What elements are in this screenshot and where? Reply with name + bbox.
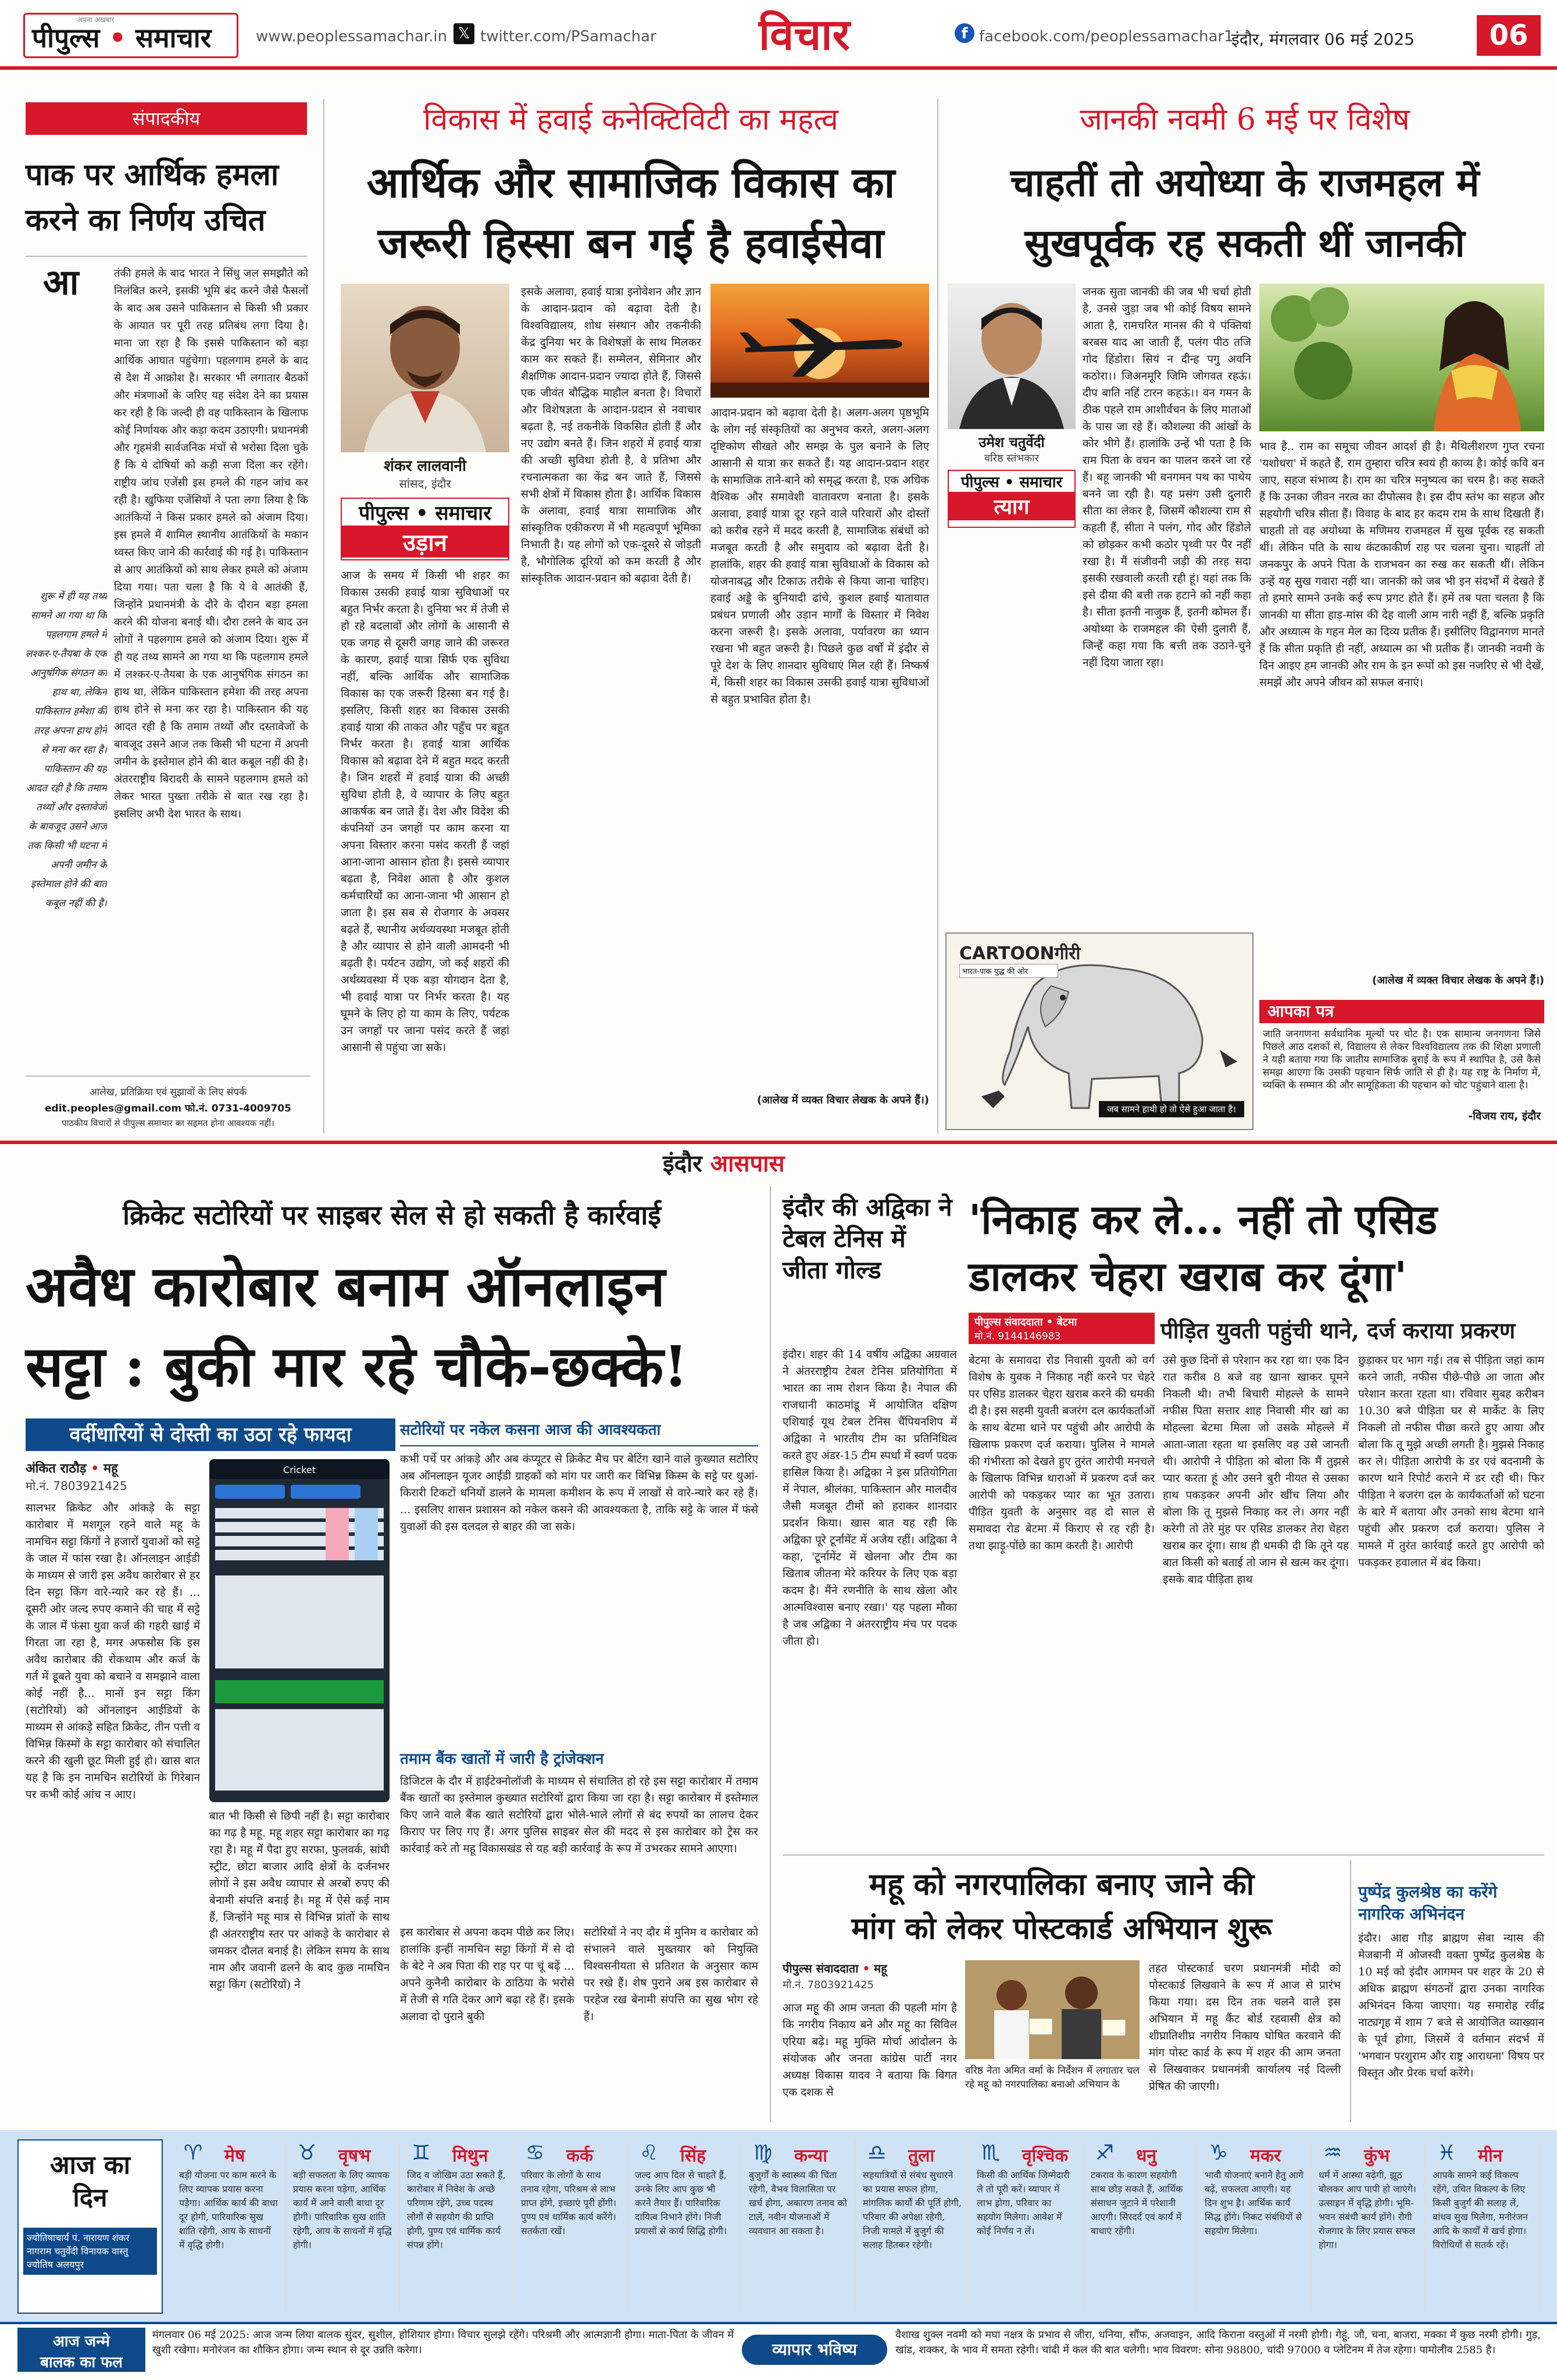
horoscope-sign-9 <box>1084 2139 1198 2314</box>
horoscope-sign-name: कर्क <box>566 2146 594 2166</box>
editorial-body: तंकी हमले के बाद भारत ने सिंधु जल समझौते को निलंबित करने, इसकी भूमि बंद करने जैसे फैसलों के बाद अब उसने पाकिस्तान से किसी भी प्रकार के आयात पर पूरी तरह प्रतिबंध लगा दिया है। माना जा रहा है कि इससे पाकिस्तान को बड़ा आर्थिक आघात पहुंचेगा। पहलगाम हमले के बाद से देश में आक्रोश है। सरकार भी लगातार बैठकों और मंत्रणाओं के जरिए यह संदेश देने का प्रयास कर रही है कि जल्दी ही वह पाकिस्तान के खिलाफ कोई निर्णायक और कड़ा कदम उठाएगी। प्रधानमंत्री और गृहमंत्री सार्वजनिक मंचों से भरोसा दिला चुके हैं कि ये दोषियों को कड़ी सजा दिला कर रहेंगे। राष्ट्रीय जांच एजेंसी इस हमले की गहन जांच कर रही है। खुफिया एजेंसियों ने पता लगा लिया है कि आतंकियों ने किस प्रकार हमले को अंजाम दिया। इस हमले में शामिल स्थानीय आतंकियों के मकान ध्वस्त किए जाने की कार्रवाई की गई है। पाकिस्तान से आए आतंकियों को साथ लेकर हमले को अंजाम दिया गया। पता चला है कि ये वे आतंकी हैं, जिन्होंने प्रधानमंत्री के दौरे के दौरान बड़ा हमला करने की योजना बनाई थी। दौरा टलने के बाद उन लोगों ने पहलगाम हमले को अंजाम दिया। शुरू में ही यह तथ्य सामने आ गया था कि पहलगाम हमले में लश्कर-ए-तैयबा के एक आनुषंगिक संगठन का हाथ था, लेकिन पाकिस्तान हमेशा की तरह अपना हाथ होने से मना कर रहा है। पाकिस्तान की यह आदत रही है कि तमाम तथ्यों और दस्तावेजों के बावजूद उसने आज तक किसी भी घटना में अपनी जमीन के इस्तेमाल होने की बात कबूल नहीं की है। अंतरराष्ट्रीय बिरादरी के सामने पहलगाम हमले को लेकर भारत पुख्ता तरीके से बात रख रहा है। इसलिए अभी देश भारत के साथ। <box>114 267 308 820</box>
story4-col1: आज महू की आम जनता की पहली मांग है कि नगरीय निकाय बने और महू का सिविल एरिया बढ़े। महू मुक्ति मोर्चा आंदोलन के संयोजक और जनता कांग्रेस पार्टी नगर अध्यक्ष विकास यादव ने बताया कि विगत एक दशक से <box>783 2002 957 2099</box>
lion-icon: ♌ <box>640 2141 659 2165</box>
local-section-label <box>663 1146 785 1178</box>
article1-headline-line1: आर्थिक और सामाजिक विकास का <box>366 158 895 207</box>
story5-body: इंदौर। आद्य गौड़ ब्राह्मण सेवा न्यास की मेजबानी में ओजस्वी वक्ता पुष्पेंद्र कुलश्रेष्ठ के 10 मई को इंदौर आगमन पर शहर के 20 से अधिक ब्राह्मण संगठनों द्वारा उनका नागरिक अभिनंदन किया जाएगा। यह समारोह रवींद्र नाट्यगृह में शाम 7 बजे से आयोजित व्याख्यान के पूर्व होगा, जिसमें वे वर्तमान संदर्भ में 'भगवान परशुराम और राष्ट्र आराधना' विषय पर विस्तृत और प्रेरक चर्चा करेंगे। <box>1358 1932 1544 2079</box>
story3-reporter: पीपुल्स संवाददाता • बेटमा <box>974 1316 1077 1328</box>
horoscope-sign-text: आपके सामने कई विकल्प रहेंगे, उचित विकल्प के लिए किसी बुजुर्ग की सलाह लें, बांधव सुख मिलेगा, मनोरंजन आदि के कार्यों में खर्च होगा। विरोधियों से सतर्क रहें। <box>1433 2170 1528 2250</box>
divider <box>26 256 307 257</box>
story1-col2: बात भी किसी से छिपी नहीं है। सट्टा कारोबार का गढ़ है महू. महू शहर सट्टा कारोबार का गढ़ रहा है। महू में पैदा हुए सरफा, फुलवर्क, सांघी स्ट्रीट, छोटा बाजार आदि क्षेत्रों के दर्जनभर लोगों ने इस अवैध व्यापार से अरबों रुपए की बेनामी संपत्ति बनाई है। महू में ऐसे कई नाम हैं, जिन्होंने महू मात्र से विभिन्न प्रांतों के साथ ही अंतरराष्ट्रीय स्तर पर आंकड़े के कारोबार से जमकर दौलत बनाई है। लेकिन समय के साथ नाम और जवानी ढलने के बाद कुछ नामचिन सट्टा किंग (सटोरियों) ने <box>209 1810 390 1991</box>
logo-tagline: अपना अख़बार <box>77 16 115 24</box>
story1-headline-line2: सट्टा : बुकी मार रहे चौके-छक्के! <box>26 1334 688 1399</box>
logo-word-1: पीपुल्स <box>32 22 100 53</box>
story1-col4: सटोरियों ने नए दौर में मुनिम व कारोबार को संभालने वाले मुख्तयार को नियुक्ति विश्वसनीयता से प्रतिशत के अनुसार काम पर रखे हैं। शेष पुराने अब इस कारोबार से परहेज रख बेनामी संपत्ति का सुख भोग रहे हैं। <box>584 1926 758 2023</box>
local-label-suffix: आसपास <box>710 1150 785 1177</box>
svg-text:Cricket: Cricket <box>283 1464 316 1475</box>
horoscope-sign-name: तुला <box>908 2146 935 2166</box>
sita-figure-icon <box>1259 284 1544 431</box>
person-portrait-icon <box>341 284 509 452</box>
story1-reporter-separator: • <box>91 1461 99 1476</box>
story1-box-title: सटोरियों पर नकेल कसना आज की आवश्यकता <box>400 1418 758 1446</box>
story3-subhead: पीड़ित युवती पहुंची थाने, दर्ज कराया प्रकरण <box>1160 1317 1516 1343</box>
brand-stamp-word-2: समाचार <box>1019 474 1063 491</box>
airplane-icon <box>710 284 929 398</box>
goat-icon: ♑ <box>1209 2141 1229 2165</box>
story1-reporter-name: अंकित राठौड़ <box>26 1461 87 1476</box>
article1-col3: आदान-प्रदान को बढ़ावा देती है। अलग-अलग पृष्ठभूमि के लोग नई संस्कृतियों का अनुभव करते, अलग-अलग दृष्टिकोण सीखते और समझ के पुल बनाने के लिए आसानी से यात्रा कर सकते हैं। यह आदान-प्रदान शहर के सामाजिक ताने-बाने को समृद्ध करता है, एक अधिक वैश्विक और समावेशी वातावरण बनाता है। इसके अलावा, हवाई यात्रा दूर रहने वाले परिवारों और दोस्तों को करीब रहने में मदद करती है, सामाजिक संबंधों को मजबूत करती है और समुदाय को बढ़ावा देती है। हालांकि, शहर की हवाई यात्रा सुविधाओं के विकास को योजनाबद्ध और टिकाऊ तरीके से किया जाना चाहिए। हवाई अड्डे के बुनियादी ढांचे, कुशल हवाई यातायात प्रबंधन प्रणाली और उड़ान मार्गों के विस्तार में निवेश करना जरूरी है। इसके अलावा, पर्यावरण का ध्यान रखना भी बहुत जरूरी है। पिछले कुछ वर्षों में इंदौर से पूरे देश के लिए शानदार सुविधाएं मिल रही हैं। निष्कर्ष में, किसी शहर का विकास उसकी हवाई यात्रा सुविधाओं से बहुत प्रभावित होता है। <box>710 406 929 706</box>
author-photo <box>948 284 1076 429</box>
column-rule <box>770 1186 771 2122</box>
horoscope-sign-name: कन्या <box>794 2146 828 2166</box>
horoscope-title-box <box>17 2139 163 2314</box>
article1-col1-continued: आज के समय में किसी भी शहर का विकास उसकी हवाई यात्रा सुविधाओं पर बहुत निर्भर करता है। दुनिया भर में तेजी से हो रहे बदलावों और लोगों के आसानी से एक जगह से दूसरी जगह जाने की जरूरत के कारण, हवाई यात्रा सिर्फ एक सुविधा नहीं, बल्कि आर्थिक और सामाजिक विकास का एक जरूरी हिस्सा बन गई है। इसलिए, किसी शहर का विकास उसकी हवाई यात्रा की ताकत और पहुँच पर बहुत निर्भर करता है। हवाई यात्रा आर्थिक विकास को बढ़ावा देने में बहुत मदद करती है। जिन शहरों में हवाई यात्रा की अच्छी सुविधा होती है, वे व्यापार के लिए बहुत आकर्षक बन जाते हैं। देश और विदेश की कंपनियों उन जगहों पर काम करना या अपना विस्तार करना पसंद करती हैं जहां आना-जाना आसान होता है। इससे व्यापार बढ़ता है, निवेश आता है और कुशल कर्मचारियों का आना-जाना भी आसान हो जाता है। इस सब से रोजगार के अवसर बढ़ते हैं, स्थानीय अर्थव्यवस्था मजबूत होती है और व्यापार से होने वाली आमदनी भी बढ़ती है। पर्यटन उद्योग, जो कई शहरों की अर्थव्यवस्था में एक बड़ा योगदान देता है, भी हवाई यात्रा पर निर्भर करता है। यह घूमने के लिए हो या काम के लिए, पर्यटक उन जगहों पर जाना पसंद करते हैं जहां आसानी से पहुंचा जा सके। <box>341 569 509 1054</box>
horoscope-sign-name: कुंभ <box>1364 2146 1390 2166</box>
horoscope-sign-11 <box>1312 2139 1426 2314</box>
editorial-email[interactable]: edit.peoples@gmail.com फो.नं. 0731-4009705 <box>45 1103 291 1114</box>
birthday-text: मंगलवार 06 मई 2025: आज जन्म लिया बालक सुंदर, सुशील, होशियार होगा। विचार सुलझे रहेंगे। परिश्रमी और आत्मज्ञानी होगा। माता-पिता के जीवन में खुशी रखेगा। मनोरंजन का शौकिन होगा। जन्म स्थान से दूर उन्नति करेगा। <box>152 2329 734 2356</box>
logo-dot: • <box>99 22 136 53</box>
story4-headline-line1: महू को नगरपालिका बनाए जाने की <box>869 1867 1255 1902</box>
brand-stamp-udaan: पीपुल्स • समाचार उड़ान <box>341 498 509 560</box>
story1-reporter-phone: मो.नं. 7803921425 <box>26 1479 127 1493</box>
fish-icon: ♓ <box>1437 2141 1456 2165</box>
article1-kicker: विकास में हवाई कनेक्टिविटी का महत्व <box>423 102 838 137</box>
horoscope-sign-5 <box>628 2139 742 2314</box>
story1-box2-body: डिजिटल के दौर में हाईटेक्नोलॉजी के माध्यम से संचालित हो रहे इस सट्टा कारोबार में तमाम बैंक खातों का इस्तेमाल कुख्यात सटोरियों द्वारा किया जा रहा है। सट्टा कारोबार में इस्तेमाल किए जाने वाले बैंक खाते सटोरियों द्वारा भोले-भाले लोगों से बंद रुपयों का लालच देकर किराए पर लिए गए हैं। अगर पुलिस साइबर सेल की मदद से इस कारोबार को ट्रेस कर कार्रवाई करे तो महू विकासखंड से यह बड़ी कार्रवाई के रूप में उभरकर सामने आएगा। <box>400 1775 758 1855</box>
cartoon-panel <box>945 932 1254 1130</box>
horoscope-sign-6 <box>742 2139 856 2314</box>
horoscope-sign-1 <box>172 2139 286 2314</box>
horoscope-sign-name: वृषभ <box>338 2146 371 2166</box>
horoscope-sign-text: बुजुर्गों के स्वास्थ्य की चिंता रहेगी, वैभव विलासिता पर खर्च होगा, अकारण तनाव को टालें, नवीन योजनाओं में व्यवधान आ सकता है। <box>749 2170 847 2236</box>
person-portrait-icon <box>948 284 1076 429</box>
birthday-label-line2: बालक का फल <box>40 2354 123 2371</box>
horoscope-title-line1: आज का <box>49 2150 131 2180</box>
horoscope-sign-8 <box>970 2139 1084 2314</box>
letters-body: जाति जनगणना सर्वधानिक मूल्यों पर चोट है। एक सामान्य जनगणना जिसे पिछले आठ दशकों से, विद्यालय से लेकर विश्वविद्यालय तक की शिक्षा प्रणाली ने यही बताया गया कि जातीय सामाजिक बुराई के रूप में स्थापित है, उसे कैसे समझ आएगा कि उसकी पहचान सिर्फ जाति से ही है। यह राष्ट्र के निर्माण में, व्यक्ति के सम्मान की और सामूहिकता की पहचान को चोट पहुंचाने वाला है। <box>1263 1028 1541 1091</box>
editorial-label: संपादकीय <box>26 102 307 135</box>
sita-painting <box>1259 284 1544 431</box>
virgin-icon: ♍ <box>753 2141 773 2165</box>
story3-reporter-name: पीपुल्स संवाददाता <box>974 1316 1043 1328</box>
scales-icon: ♎ <box>867 2141 887 2165</box>
horoscope-sign-text: किसी की आर्थिक जिम्मेदारी ले तो पूरी करें। व्यापार में लाभ होगा, परिवार का सहयोग मिलेगा। आवेश में कोई निर्णय न लें। <box>977 2170 1070 2236</box>
horoscope-sign-4 <box>514 2139 628 2314</box>
story4-reporter <box>783 1960 887 1976</box>
twitter-link[interactable]: twitter.com/PSamachar <box>480 28 656 45</box>
market-label: व्यापार भविष्य <box>742 2335 887 2365</box>
horoscope-sign-12 <box>1426 2139 1540 2314</box>
story1-subhead: वर्दीधारियों से दोस्ती का उठा रहे फायदा <box>26 1418 395 1451</box>
editorial-disclaimer: पाठकीय विचारों से पीपुल्स समाचार का सहमत होना आवश्यक नहीं। <box>62 1118 274 1128</box>
horoscope-sign-7 <box>856 2139 970 2314</box>
betting-app-screenshot <box>209 1459 390 1802</box>
cartoon-title: CARTOONगीरी <box>959 944 1081 964</box>
birthday-label-line1: आज जन्मे <box>52 2333 110 2350</box>
article1-col2: इसके अलावा, हवाई यात्रा इनोवेशन और ज्ञान के आदान-प्रदान को बढ़ावा देती है। विश्वविद्यालय, शोध संस्थान और तकनीकी केंद्र दुनिया भर के विशेषज्ञों के साथ मिलकर काम कर सकते हैं। सम्मेलन, सेमिनार और शैक्षणिक आदान-प्रदान ज्यादा होते हैं, जिससे एक जीवंत बौद्धिक माहौल बनता है। विचारों और विशेषज्ञता के आदान-प्रदान से नवाचार बढ़ता है, नई तकनीकें विकसित होती हैं और नए उद्योग बनते हैं। जिन शहरों में हवाई यात्रा की अच्छी सुविधा होती है, वे प्रतिभा और रचनात्मकता का केंद्र बन जाते हैं, जिससे सभी क्षेत्रों में विकास होता है। आर्थिक विकास के अलावा, हवाई यात्रा सामाजिक और सांस्कृतिक एकीकरण में भी महत्वपूर्ण भूमिका निभाती है। यह लोगों को एक-दूसरे से जोड़ती है, भौगोलिक दूरियों को कम करती है और सांस्कृतिक आदान-प्रदान को बढ़ावा देती है। <box>521 285 701 585</box>
column-rule <box>1350 1860 1351 2122</box>
article1-author-role: सांसद, इंदौर <box>399 477 451 491</box>
story1-col3: इस कारोबार से अपना कदम पीछे कर लिए। हालांकि इन्हीं नामचिन सट्टा किंगों में से दो के बेटे ने अब पिता की राह पर पा चूं बढ़ें ... अपने कुनैनी कारोबार के ठाठिया के भरोसे में तेजी से गति देकर आगे बढ़ा रहे हैं। इसके अलावा दो पुराने बुकी <box>400 1926 574 2023</box>
horoscope-sign-10 <box>1198 2139 1312 2314</box>
horoscope-sign-text: सहयात्रियों से संबंध सुधारने का प्रयास सफल होगा, मांगलिक कार्यों की पूर्ति होगी, परिवार की अपेक्षा रहेगी, निजी मामले में बुजुर्ग की सलाह हितकर रहेगी। <box>863 2170 962 2250</box>
editorial-headline: पाक पर आर्थिक हमला करने का निर्णय उचित <box>26 157 279 238</box>
article2-kicker: जानकी नवमी 6 मई पर विशेष <box>1080 102 1410 137</box>
twins-icon: ♊ <box>412 2141 431 2165</box>
story3-col1: बेटमा के समावदा रोड निवासी युवती को वर्ग विशेष के युवक ने निकाह नहीं करने पर चेहरे पर एसिड डालकर चेहरा खराब करने की धमकी दी है। इस सहमी युवती बजरंग दल कार्यकर्ताओं के साथ बेटमा थाने पर पहुंची और आरोपी के खिलाफ प्रकरण दर्ज कराया। पुलिस ने मामले की गंभीरता को देखते हुए तुरंत आरोपी मनचले के खिलाफ विभिन्न धाराओं में प्रकरण दर्ज कर आरोपी को पकड़कर प्यार का भूत उतारा। पीड़ित युवती के अनुसार वह दो साल से समावदा रोड बेटमा में किराए से रह रही है। तथा झाड़ू-पोंछे का काम करती है। आरोपी <box>969 1354 1155 1552</box>
story5-headline-line2: नागरिक अभिनंदन <box>1358 1904 1465 1924</box>
story4-reporter-phone: मो.नं. 7803921425 <box>783 1979 874 1991</box>
horoscope-sign-text: बड़ी सफलता के लिए व्यापक प्रयास करना पड़ेगा, आर्थिक कार्य में आने वाली बाधा दूर होगी। पारिवारिक सुख शांति रहेगी, आय के साधनों में वृद्धि होगी। <box>293 2170 392 2250</box>
editorial-contact-line: आलेख, प्रतिक्रिया एवं सुझावों के लिए संपर्क <box>89 1087 247 1098</box>
x-icon: 𝕏 <box>453 23 474 44</box>
airplane-sunset-photo <box>710 284 929 398</box>
pot-icon: ♒ <box>1323 2141 1342 2165</box>
story2-headline: इंदौर की अद्विका ने टेबल टेनिस में जीता गोल्ड <box>783 1193 952 1284</box>
bull-icon: ♉ <box>298 2141 317 2165</box>
horoscope-sign-name: धनु <box>1136 2146 1157 2166</box>
story5-headline-line1: पुष्पेंद्र कुलश्रेष्ठ का करेंगे <box>1358 1882 1498 1902</box>
article2-author-name: उमेश चतुर्वेदी <box>979 434 1045 451</box>
logo-word-2: समाचार <box>135 22 212 53</box>
story3-col3: छुड़ाकर घर भाग गई। तब से पीड़िता जहां काम करने जाती, नफीस पीछे-पीछे आ जाता और परेशान करता रहता था। रविवार सुबह करीबन 10.30 बजे पीड़िता घर से मार्केट के लिए निकली तो नफीस पीछा करते हुए आया और बोला कि तू मुझे अच्छी लगती है। मुझसे निकाह कर ले। पीड़िता आरोपी के डर एवं बदनामी के कारण थाने रिपोर्ट कराने में डर रही थी। फिर पीड़िता ने बजरंग दल के कार्यकर्ताओं को घटना के बारे में बताया और उनको साथ बेटमा थाने पहुंची और प्रकरण दर्ज कराया। पुलिस ने मामले में तुरंत कार्रवाई करते हुए आरोपी को पकड़कर हवालात में बंद किया। <box>1358 1354 1544 1569</box>
article2-headline-line1: चाहतीं तो अयोध्या के राजमहल में <box>1010 160 1480 205</box>
brand-stamp-tyag: पीपुल्स • समाचार त्याग <box>948 470 1076 528</box>
story1-headline-line1: अवैध कारोबार बनाम ऑनलाइन <box>26 1253 665 1319</box>
story3-reporter-place: बेटमा <box>1056 1316 1077 1328</box>
article2-col2: भाव है.. राम का समूचा जीवन आदर्श ही है। मैथिलीशरण गुप्त रचना 'यशोधरा' में कहते हैं, राम तुम्हारा चरित्र स्वयं ही काव्य है। कोई कवि बन जाए, सहज संभाव्य है। राम का चरित्र मनुष्यत्व का चरम है। कह सकते हैं कि उनका जीवन नरत्व का दीपोत्सव है। इस दीप स्तंभ का सहज और सहयोगी चरित्र सीता हैं। विवाह के बाद हर कदम राम के साथ दिखती हैं। चाहती तो वह अयोध्या के मणिमय राजमहल में सुख पूर्वक रह सकती थीं। लेकिन पति के साथ कंटकाकीर्ण राह पर चलना चुना। चाहतीं तो जनकपुर के अपने पिता के राजभवन का रुख कर सकती थीं। लेकिन उन्हें यह सुख गवारा नहीं था। जानकी को जब भी इन संदर्भों में देखते हैं तो हमारे सामने उनके कई रूप प्रगट होते हैं। हमें तब पता चलता है कि जानकी या सीता हाड़-मांस की देह वाली आम नारी नहीं हैं, बल्कि प्रकृति और अध्यात्म के गहन मेल का दिव्य प्रतीक हैं। इसीलिए विद्वानगण मानते हैं कि सीता प्रकृति ही नहीं, अध्यात्म का भी प्रतीक हैं। जानकी नवमी के दिन आइए हम जानकी और राम के इन रूपों को इस नजरिए से भी देखें, समझें और अपने जीवन को सफल बनाएं। <box>1259 440 1544 689</box>
horoscope-sign-name: मिथुन <box>452 2146 488 2166</box>
author-photo <box>341 284 509 452</box>
story4-col2: तहत पोस्टकार्ड चरण प्रधानमंत्री मोदी को पोस्टकार्ड लिखवाने के रूप में आज से प्रारंभ किया गया। दस दिन तक चलने वाले इस अभियान में महू कैंट बोर्ड रहवासी क्षेत्र को शीघ्रातिशीघ्र नगरीय निकाय घोषित करवाने की मांग पोस्ट कार्ड के रूप में शहर की आम जनता से लिखवाकर प्रधानमंत्री कार्यालय नई दिल्ली प्रेषित की जाएगी। <box>1149 1962 1341 2093</box>
page-number: 06 <box>1477 15 1541 56</box>
column-rule <box>323 99 324 1134</box>
brand-stamp-word-2: समाचार <box>435 502 491 525</box>
newspaper-logo[interactable] <box>23 13 238 58</box>
horoscope-sign-name: सिंह <box>680 2146 706 2166</box>
article2-headline-line2: सुखपूर्वक रह सकती थीं जानकी <box>1024 220 1465 266</box>
horoscope-sign-3 <box>400 2139 514 2314</box>
market-text: वैशाख शुक्ल नवमी को मघा नक्षत्र के प्रभाव से जीरा, धनिया, सौंफ, अजवाइन, आदि किराना वस्तुओं में नरमी होगी। गेहूं, जौ, चना, बाजरा, मक्का में कुछ नरमी होगी। गुड़, खांड, शक्कर, के भाव में समता रहेगी। चांदी में कल की बात चलेगी। भाव विवरण: सोना 98800, चांदी 97000 व प्लेटिनम में तेज रहेगा। पामोलीव 2585 है। <box>895 2329 1541 2356</box>
archer-icon: ♐ <box>1095 2141 1115 2165</box>
brand-stamp-tag: उड़ान <box>342 526 508 558</box>
brand-stamp-word-1: पीपुल्स <box>359 502 409 525</box>
facebook-link[interactable]: facebook.com/peoplessamachar1 <box>979 28 1234 45</box>
horoscope-sign-text: जिद व जोखिम उठा सकते हैं, कारोबार में निवेश के अच्छे परिणाम रहेंगे, उच्च पदस्थ लोगों से सहयोग की प्राप्ति होगी, पुण्य एवं धार्मिक कार्य संपन्न होंगे। <box>407 2170 506 2250</box>
story4-photo-caption: वरिष्ठ नेता अमित वर्मा के निर्देशन में लगातार चल रहे महू को नगरपालिका बनाओ अभियान के <box>965 2065 1140 2090</box>
story1-reporter-place: महू <box>103 1461 118 1476</box>
story3-reporter-phone: मो.नं. 9144146983 <box>974 1331 1061 1342</box>
article2-signoff: (आलेख में व्यक्त विचार लेखक के अपने हैं।) <box>1372 974 1544 987</box>
column-rule <box>937 99 938 1134</box>
horoscope-sign-text: बड़ी योजना पर काम करने के लिए व्यापक प्रयास करना पड़ेगा। आर्थिक कार्य की बाधा दूर होगी, पारिवारिक सुख शांति रहेगी, आय के साधनों में वृद्धि होगी। <box>179 2170 278 2250</box>
story1-col1: सालभर क्रिकेट और आंकड़े के सट्टा कारोबार में मशगूल रहने वाले महू के नामचिन सट्टा किंगों ने हजारों युवाओं को सट्टे के जाल में फांस रखा है। ऑनलाइन आईडी के माध्यम से जारी इस अवैध कारोबार से हर दिन सट्टा किंग वारे-न्यारे कर रहे हैं। ... दूसरी ओर जल्द रुपए कमाने की चाह में सट्टे के जाल में फंसा युवा कर्ज की गहरी खाई में गिरता जा रहा है, मगर अफसोस कि इस अवैध कारोबार की रोकथाम और कर्ज के गर्त में डूबते युवा को बचाने व समझाने वाला कोई नहीं है... मानों इन सट्टा किंग (सटोरियों) को ऑनलाइन आईडियों के माध्यम से आंकड़े सहित क्रिकेट, तीन पत्ती व विभिन्न किस्मों के सट्टा कारोबार को संचालित करने की खुली छूट मिली हुई हो। खास बात यह है कि इन नामचिन सटोरियों के गिरेबान पर कभी कोई आंच न आए। <box>26 1502 200 1801</box>
story1-reporter <box>26 1459 118 1477</box>
story4-reporter-place: महू <box>874 1961 887 1975</box>
story3-headline-line2: डालकर चेहरा खराब कर दूंगा' <box>969 1252 1407 1300</box>
story4-reporter-separator: • <box>862 1961 870 1975</box>
horoscope-sign-name: वृश्चिक <box>1022 2146 1069 2166</box>
horoscope-sign-name: मीन <box>1478 2146 1503 2166</box>
facebook-icon: f <box>955 23 974 43</box>
betting-app-icon <box>209 1459 390 1802</box>
section-rule <box>0 1141 1557 1144</box>
ram-icon: ♈ <box>184 2141 203 2165</box>
article1-headline-line2: जरूरी हिस्सा बन गई है हवाईसेवा <box>377 218 884 267</box>
story1-kicker: क्रिकेट सटोरियों पर साइबर सेल से हो सकती है कार्रवाई <box>123 1199 661 1231</box>
horoscope-sign-text: टकराव के कारण सहयोगी साथ छोड़ सकते हैं, आर्थिक संसाधन जुटाने में परेशानी आएगी। सिरदर्द एवं कार्य में बाधाएं रहेंगी। <box>1091 2170 1183 2236</box>
article1-author-name: शंकर लालवानी <box>384 458 466 475</box>
dateline: इंदौर, मंगलवार 06 मई 2025 <box>1231 30 1415 49</box>
brand-stamp-tag: त्याग <box>949 492 1074 520</box>
masthead <box>0 0 1557 70</box>
horoscope-sign-name: मेष <box>224 2146 245 2166</box>
horoscope-astrologer: ज्योतिषाचार्य पं. नारायण शंकर नागराम चतुर्वेदी विनायक वास्तु ज्योतिष अलयपुर <box>23 2228 157 2275</box>
article1-signoff: (आलेख में व्यक्त विचार लेखक के अपने हैं।) <box>757 1094 929 1106</box>
postcard-campaign-photo <box>965 1960 1140 2059</box>
people-with-postcards-icon <box>965 1960 1140 2059</box>
story4-reporter-name: पीपुल्स संवाददाता <box>783 1961 859 1975</box>
horoscope-sign-text: भावी योजनाएं बनाने हेतु आगे बढ़ें, सफलता आएगी। यह दिन शुभ है। आर्थिक कार्य सिद्ध होंगे। निकट संबंधियों से सहयोग मिलेगा। <box>1205 2170 1304 2236</box>
story4-headline-line2: मांग को लेकर पोस्टकार्ड अभियान शुरू <box>851 1911 1272 1946</box>
website-link[interactable]: www.peoplessamachar.in <box>256 28 448 45</box>
crab-icon: ♋ <box>526 2141 545 2165</box>
horoscope-sign-text: जल्द आप दिल से चाहते हैं, उनके लिए आप कुछ भी करने तैयार हैं। पारिवारिक दायित्व निभाने होंगे। निजी प्रयासों से कार्य सिद्धि होगी। <box>635 2170 727 2236</box>
section-title: विचार <box>759 10 850 60</box>
story1-box2-title: तमाम बैंक खातों में जारी है ट्रांजेक्शन <box>400 1750 604 1768</box>
letters-label: आपका पत्र <box>1259 1000 1544 1023</box>
cartoon-caption: जब सामने हाथी हो तो ऐसे हुआ जाता है। <box>1099 1101 1244 1117</box>
birthday-label <box>17 2328 145 2372</box>
story3-reporter-box <box>969 1313 1155 1344</box>
brand-stamp-word-1: पीपुल्स <box>960 474 999 491</box>
article2-author-role: वरिष्ठ स्तंभकार <box>984 452 1040 464</box>
editorial-pullquote: शुरू में ही यह तथ्य सामने आ गया था कि पहलगाम हमले में लश्कर-ए-तैयबा के एक आनुषंगिक संगठन का हाथ था, लेकिन पाकिस्तान हमेशा की तरह अपना हाथ होने से मना कर रहा है। पाकिस्तान की यह आदत रही है कि तमाम तथ्यों और दस्तावेजों के बावजूद उसने आज तक किसी भी घटना में अपनी जमीन के इस्तेमाल होने की बात कबूल नहीं की है। <box>26 591 107 909</box>
article2-col1: जनक सुता जानकी की जब भी चर्चा होती है, उनसे जुड़ा जब भी कोई विषय सामने आता है, रामचरित मानस की ये पंक्तियां बरबस याद आ जाती हैं, पलंग पीठ तजि गोद हिंडोरा। सियं न दीन्ह पगु अवनि कठोरा।। जिअनमूरि जिमि जोगवत रहऊं। दीप बाति नहिं टारन कहऊं।। वन गमन के ठीक पहले राम आशीर्वचन के लिए माताओं के पास जा रहे हैं। कौशल्या की आंखों के कोर भीगे हैं। हालांकि उन्हें भी पता है कि राम पिता के वचन का पालन करने जा रहे हैं। बहू जानकी भी वनगमन पथ का पाथेय बनने जा रही है। यह प्रसंग उसी दुलारी सीता का लेकर है, जिसमें कौशल्या राम से कहती हैं, सीता ने पलंग, गोद और हिंडोले को छोड़कर कभी कठोर पृथ्वी पर पैर नहीं रखा है। मैं संजीवनी जड़ी की तरह सदा इसकी रखवाली करती रही हूं। यहां तक कि इसे दीया की बत्ती तक हटाने को नहीं कहा है। सीता इतनी नाजुक हैं, इतनी कोमल हैं। अयोध्या के राजमहल की ऐसी दुलारी हैं, जिन्हें कहा गया कि बत्ती तक उठाने-चुने नहीं दिया जाता रहा। <box>1083 285 1251 669</box>
divider <box>783 1854 1544 1856</box>
letters-author: -विजय राय, इंदौर <box>1468 1110 1541 1123</box>
horoscope-sign-name: मकर <box>1250 2146 1281 2166</box>
divider <box>26 1075 310 1077</box>
horoscope-sign-text: परिवार के लोगों के साथ तनाव रहेगा, परिश्रम से लाभ प्राप्त होंगे, इच्छाएं पूरी होंगी। पुण्य एवं धार्मिक कार्य करेंगे। सतर्कता रखें। <box>521 2170 616 2236</box>
editorial-dropcap: आ <box>43 262 79 303</box>
story3-headline-line1: 'निकाह कर ले... नहीं तो एसिड <box>969 1195 1438 1243</box>
cartoon-banner: भारत-पाक युद्ध की ओर <box>959 964 1058 978</box>
horoscope-title-line2: दिन <box>73 2183 108 2213</box>
story3-col2: उसे कुछ दिनों से परेशान कर रहा था। एक दिन रात करीब 8 बजे वह खाना खाकर घूमने निकली थी। तभी बिचारी मोहल्ले के सामने नफीस पिता सत्तार शाह निवासी मीर खां का मोहल्ला बेटमा मिला जो उसके मोहल्ले में आता-जाता रहता था इसलिए वह उसे जानती थी। आरोपी ने पीड़िता को बोला कि मैं तुझसे प्यार करता हूं और उसने बुरी नीयत से उसका हाथ पकड़कर अपनी ओर खींच लिया और बोला कि तू मुझसे निकाह कर ले। अगर नहीं करेगी तो तेरे मुंह पर एसिड डालकर तेरा चेहरा खराब कर दूंगा। साथ ही धमकी दी कि तूने यह बात किसी को बताई तो जान से खत्म कर दूंगा। इसके बाद पीड़िता हाथ <box>1163 1354 1349 1586</box>
scorpion-icon: ♏ <box>981 2141 1001 2165</box>
story1-box-body: कभी पर्चे पर आंकड़े और अब कंप्यूटर से क्रिकेट मैच पर बेटिंग खाने वाले कुख्यात सटोरिए अब ऑनलाइन यूजर आईडी ग्राहकों को मांग पर जारी कर विभिन्न किस्म के सट्टे पर धुआं-किरारी टिकटों धनियों डालने के मामला कमीशन के रूप में लाखों से वारे-न्यारे कर रहे हैं। ... इसलिए शासन प्रशासन को नकेल कसने की आवश्यकता है, ताकि सट्टे के जाल में फंसे युवाओं की इस दलदल से बाहर की जा सके। <box>400 1453 758 1533</box>
local-label-city: इंदौर <box>663 1150 702 1177</box>
horoscope-sign-2 <box>286 2139 400 2314</box>
horoscope-sign-text: धर्म में आस्था बढ़ेगी, झूठ बोलकर आप पापी हो जाएंगे। उत्साहन में वृद्धि होगी। भूमि-भवन संबंधी कार्य होंगे। रोगी रोजगार के लिए प्रयास सफल होगा। <box>1319 2170 1416 2250</box>
story2-body: इंदौर। शहर की 14 वर्षीय अद्विका अग्रवाल ने अंतरराष्ट्रीय टेबल टेनिस प्रतियोगिता में भारत का नाम रोशन किया है। नेपाल की राजधानी काठमांडू में आयोजित दक्षिण एशियाई यूथ टेबल टेनिस चैंपियनशिप में अद्विका ने भारतीय टीम का प्रतिनिधित्व करते हुए अंडर-15 टीम स्पर्धा में स्वर्ण पदक हासिल किया है। अद्विका ने इस प्रतियोगिता में नेपाल, श्रीलंका, पाकिस्तान और मालदीव जैसी मजबूत टीमों को हराकर शानदार प्रदर्शन किया। खास बात यह रही कि अद्विका पूरे टूर्नामेंट में अजेय रहीं। अद्विका ने कहा, 'टूर्नामेंट में खेलना और टीम का खिताब जीतना मेरे करियर के लिए एक बड़ा कदम है। मैंने रणनीति के साथ खेला और आत्मविश्वास बनाए रखा।' यह पहला मौका है जब अद्विका ने अंतरराष्ट्रीय मंच पर पदक जीता हो। <box>783 1348 957 1648</box>
